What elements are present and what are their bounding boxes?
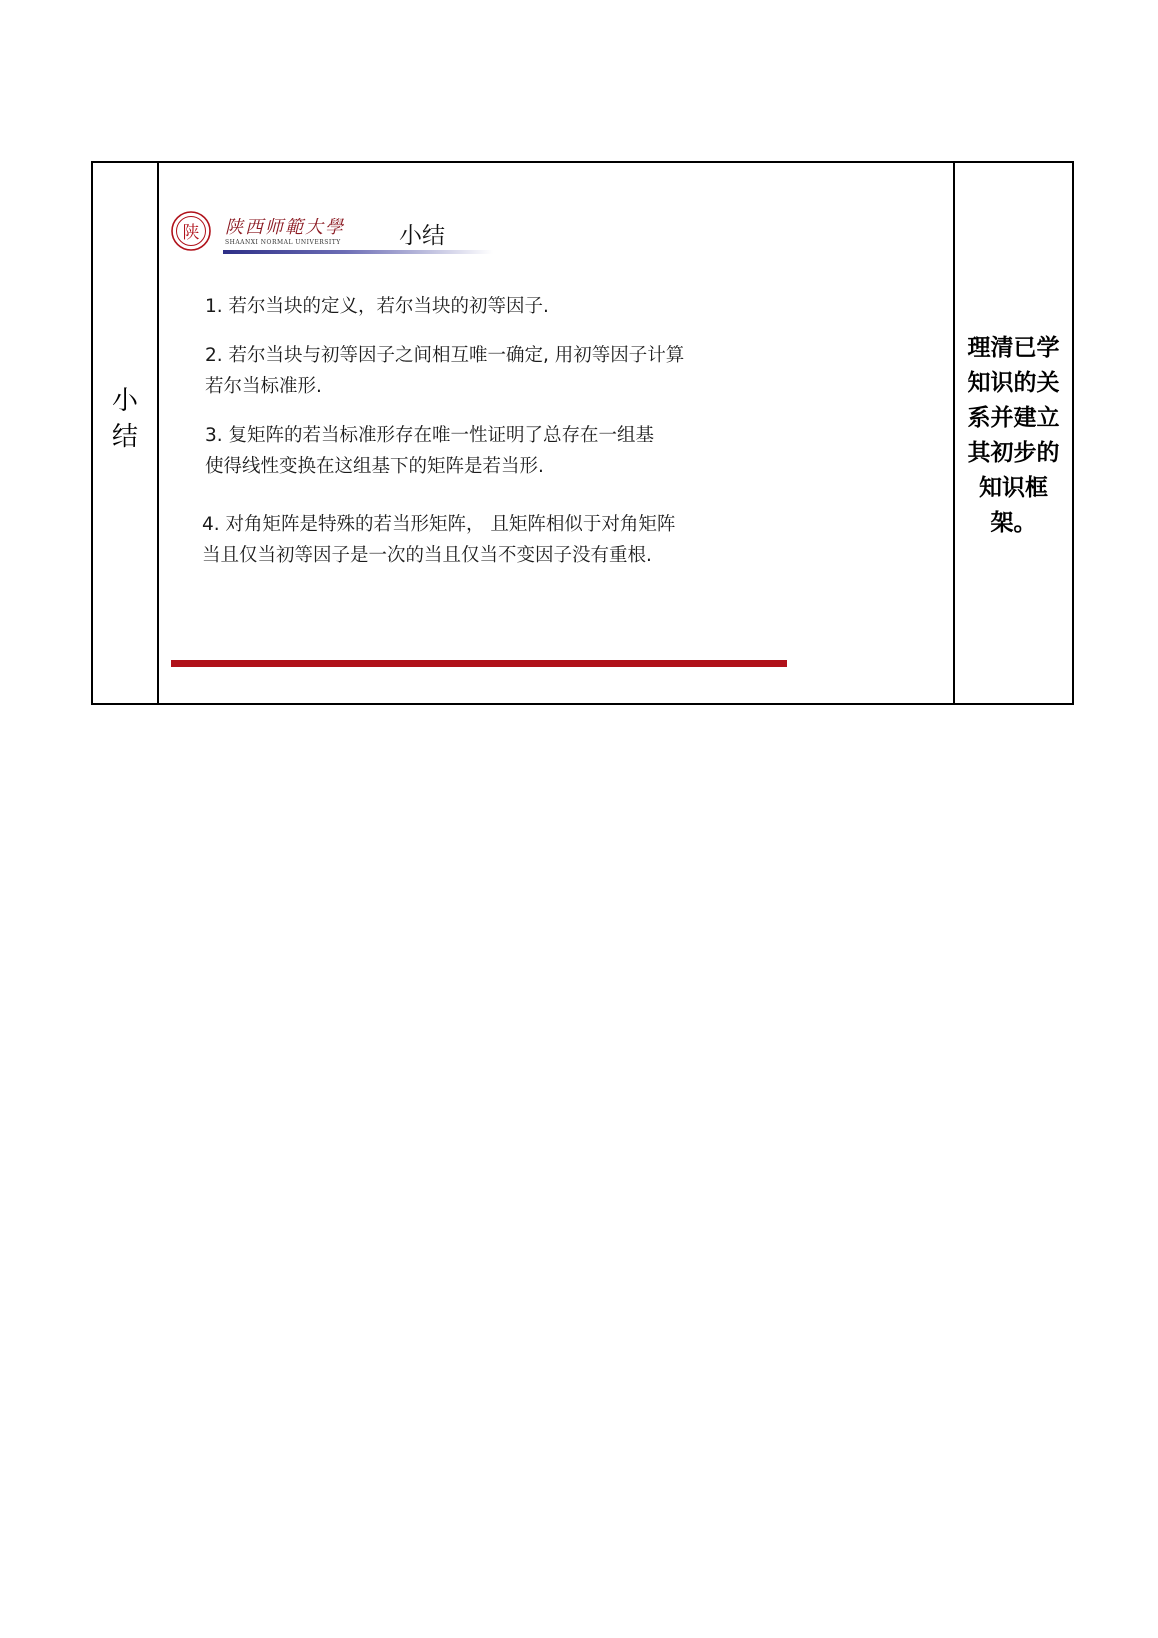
lesson-table <box>91 161 1074 705</box>
section-label: 小结 <box>111 386 138 452</box>
summary-point-2 <box>205 340 825 402</box>
note-cell <box>955 163 1072 703</box>
summary-point-1 <box>205 291 825 322</box>
slide-title: 小结 <box>399 223 445 249</box>
point-line: 当且仅当初等因子是一次的当且仅当不变因子没有重根. <box>202 545 652 566</box>
slide-cell <box>159 163 955 703</box>
logo-underline <box>223 250 493 254</box>
point-line: 2. 若尔当块与初等因子之间相互唯一确定, 用初等因子计算 <box>205 345 685 366</box>
university-name-cn: 陕西师範大學 <box>225 217 345 238</box>
point-line: 若尔当标准形. <box>205 376 322 397</box>
design-intent-note: 理清已学知识的关系并建立其初步的知识框架。 <box>967 335 1060 536</box>
summary-point-3 <box>205 420 825 482</box>
point-line: 1. 若尔当块的定义，若尔当块的初等因子. <box>205 296 549 317</box>
university-seal-icon <box>171 211 211 251</box>
university-name-en: SHAANXI NORMAL UNIVERSITY <box>225 239 341 246</box>
summary-point-4 <box>202 509 822 571</box>
point-line: 4. 对角矩阵是特殊的若当形矩阵， 且矩阵相似于对角矩阵 <box>202 514 676 535</box>
accent-bar <box>171 660 787 667</box>
section-label-cell <box>93 163 159 703</box>
seal-glyph: 陕 <box>182 223 200 243</box>
point-line: 使得线性变换在这组基下的矩阵是若当形. <box>205 456 544 477</box>
point-line: 3. 复矩阵的若当标准形存在唯一性证明了总存在一组基 <box>205 425 655 446</box>
